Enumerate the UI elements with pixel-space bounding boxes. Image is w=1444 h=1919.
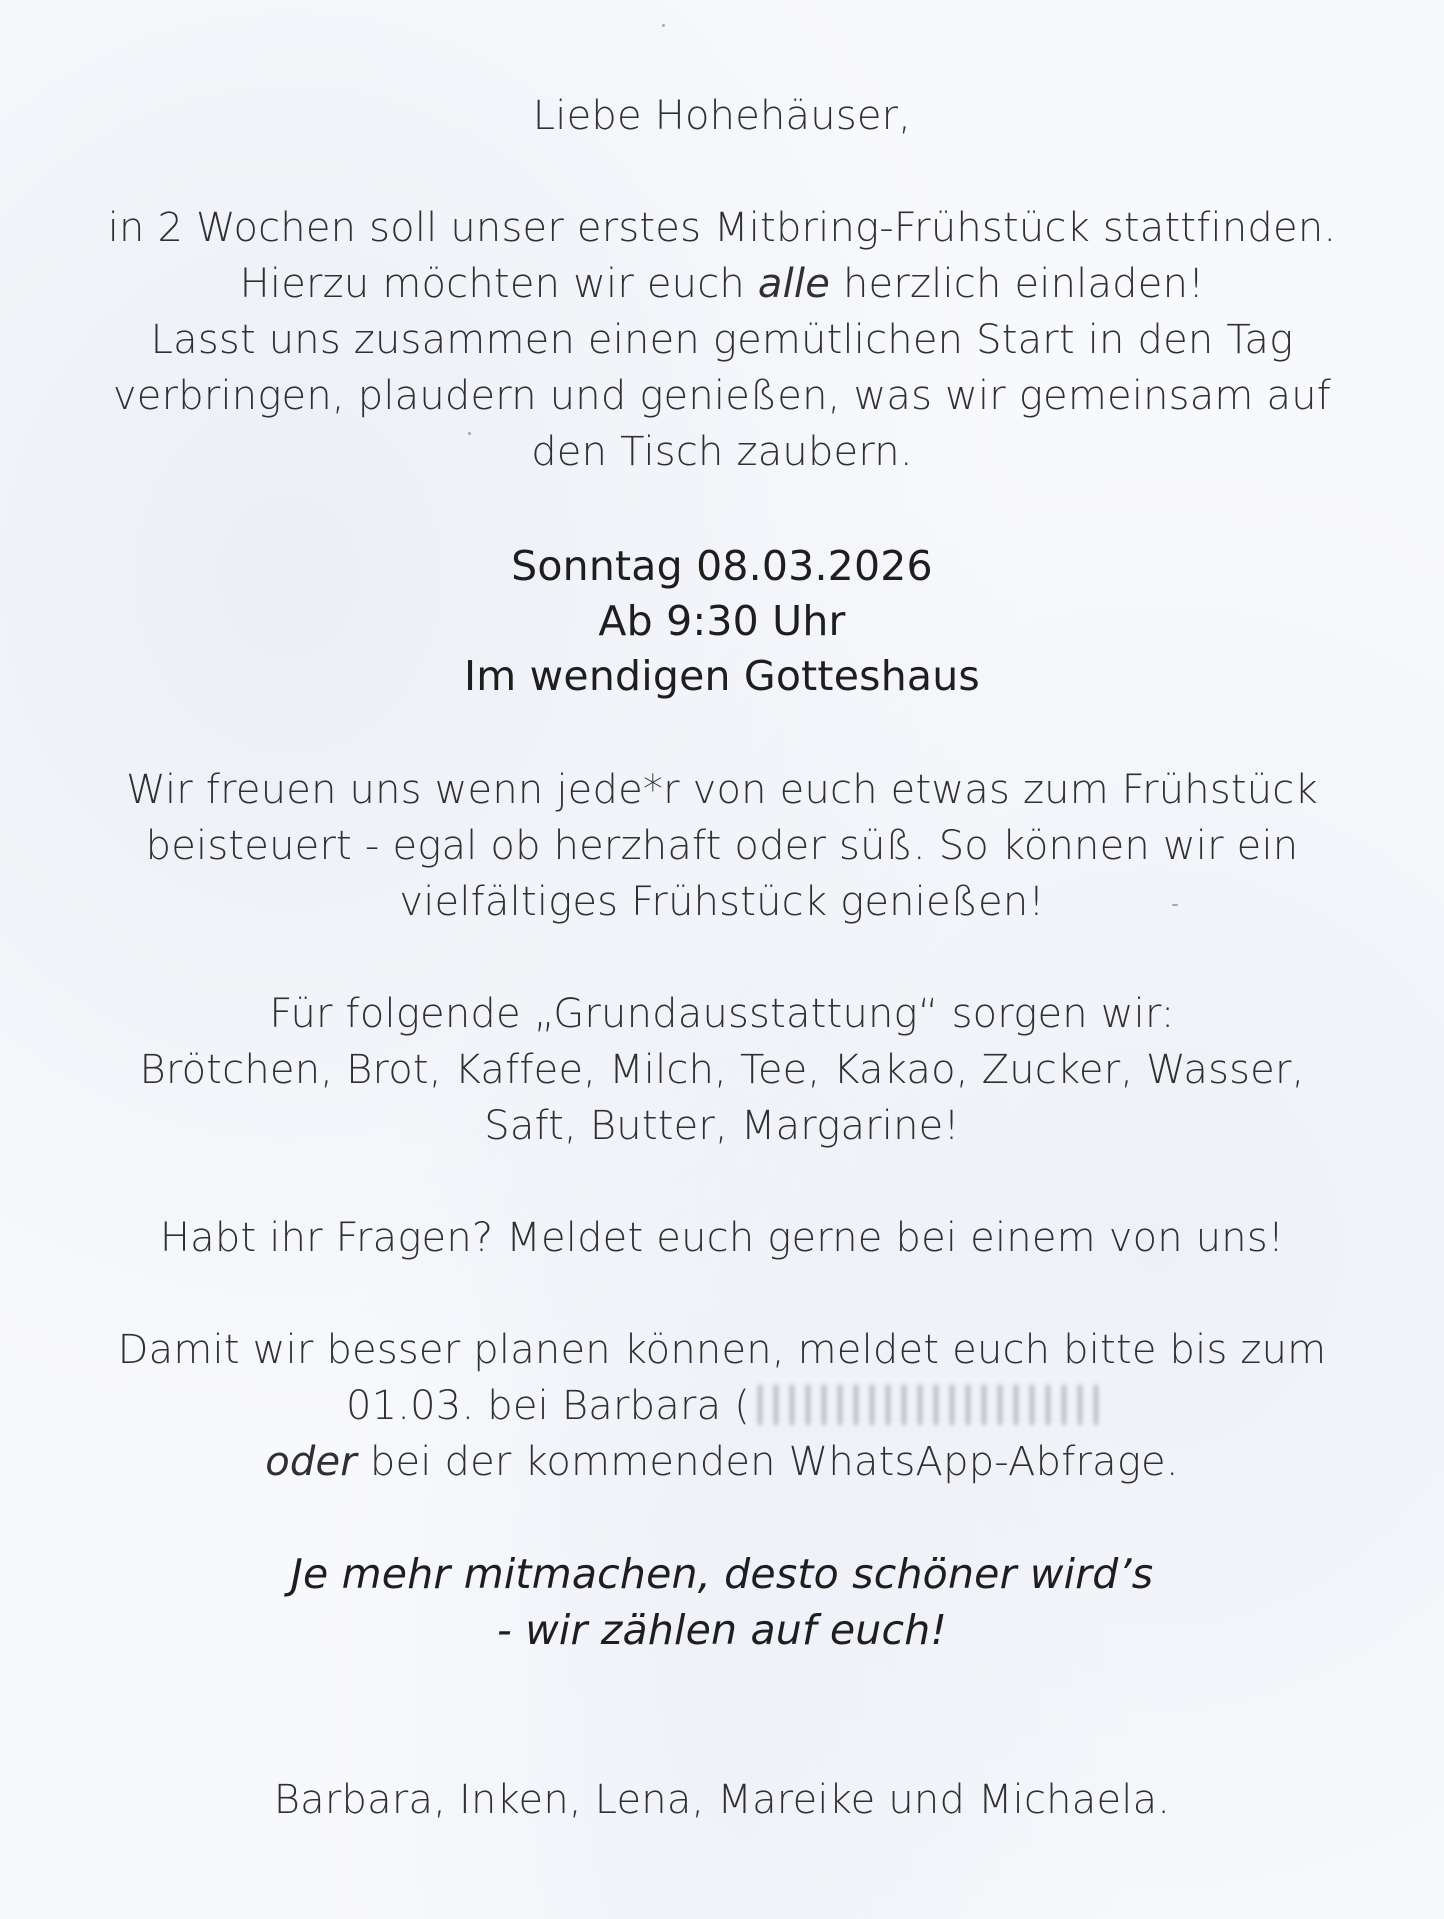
event-time: Ab 9:30 Uhr [598,597,846,645]
intro-line-2-pre: Hierzu möchten wir euch [239,261,758,307]
intro-line-2-emphasis: alle [757,261,831,307]
basics-line-2: Brötchen, Brot, Kaffee, Milch, Tee, Kakao, Zucker, Wasser, [139,1047,1305,1093]
contribution-line-1: Wir freuen uns wenn jede*r von euch etwas zum Frühstück [126,767,1318,813]
intro-line-4: verbringen, plaudern und genießen, was wir gemeinsam auf [112,373,1332,419]
registration-line-2 [0,1378,1444,1434]
registration-line-1: Damit wir besser planen können, meldet euch bitte bis zum [117,1327,1327,1373]
paper-speck [1172,904,1178,906]
intro-line-1: in 2 Wochen soll unser erstes Mitbring-Frühstück stattfinden. [107,205,1337,251]
questions-line: Habt ihr Fragen? Meldet euch gerne bei einem von uns! [159,1215,1285,1261]
redacted-phone-number [758,1385,1098,1425]
closing-line-1: Je mehr mitmachen, desto schöner wird’s [290,1550,1154,1598]
contribution-line-3: vielfältiges Frühstück genießen! [399,879,1045,925]
intro-line-5: den Tisch zaubern. [531,429,913,475]
registration-contact-prefix: 01.03. bei Barbara ( [345,1383,751,1429]
basics-line-1: Für folgende „Grundausstattung“ sorgen wir: [269,991,1175,1037]
basics-line-3: Saft, Butter, Margarine! [484,1103,960,1149]
event-place: Im wendigen Gotteshaus [464,652,980,700]
registration-line-3 [0,1434,1444,1490]
contribution-line-2: beisteuert - egal ob herzhaft oder süß. So können wir ein [145,823,1299,869]
signature: Barbara, Inken, Lena, Mareike und Michaela. [273,1777,1171,1823]
closing-line-2: - wir zählen auf euch! [496,1606,948,1654]
intro-line-3: Lasst uns zusammen einen gemütlichen Start in den Tag [150,317,1294,363]
greeting: Liebe Hohehäuser, [532,93,912,139]
paper-speck [662,24,665,27]
intro-line-2-post: herzlich einladen! [830,261,1205,307]
intro-line-2 [0,256,1444,312]
registration-whatsapp: bei der kommenden WhatsApp-Abfrage. [356,1439,1179,1485]
event-date: Sonntag 08.03.2026 [511,542,933,590]
registration-or: oder [265,1439,357,1485]
paper-speck [468,432,471,435]
